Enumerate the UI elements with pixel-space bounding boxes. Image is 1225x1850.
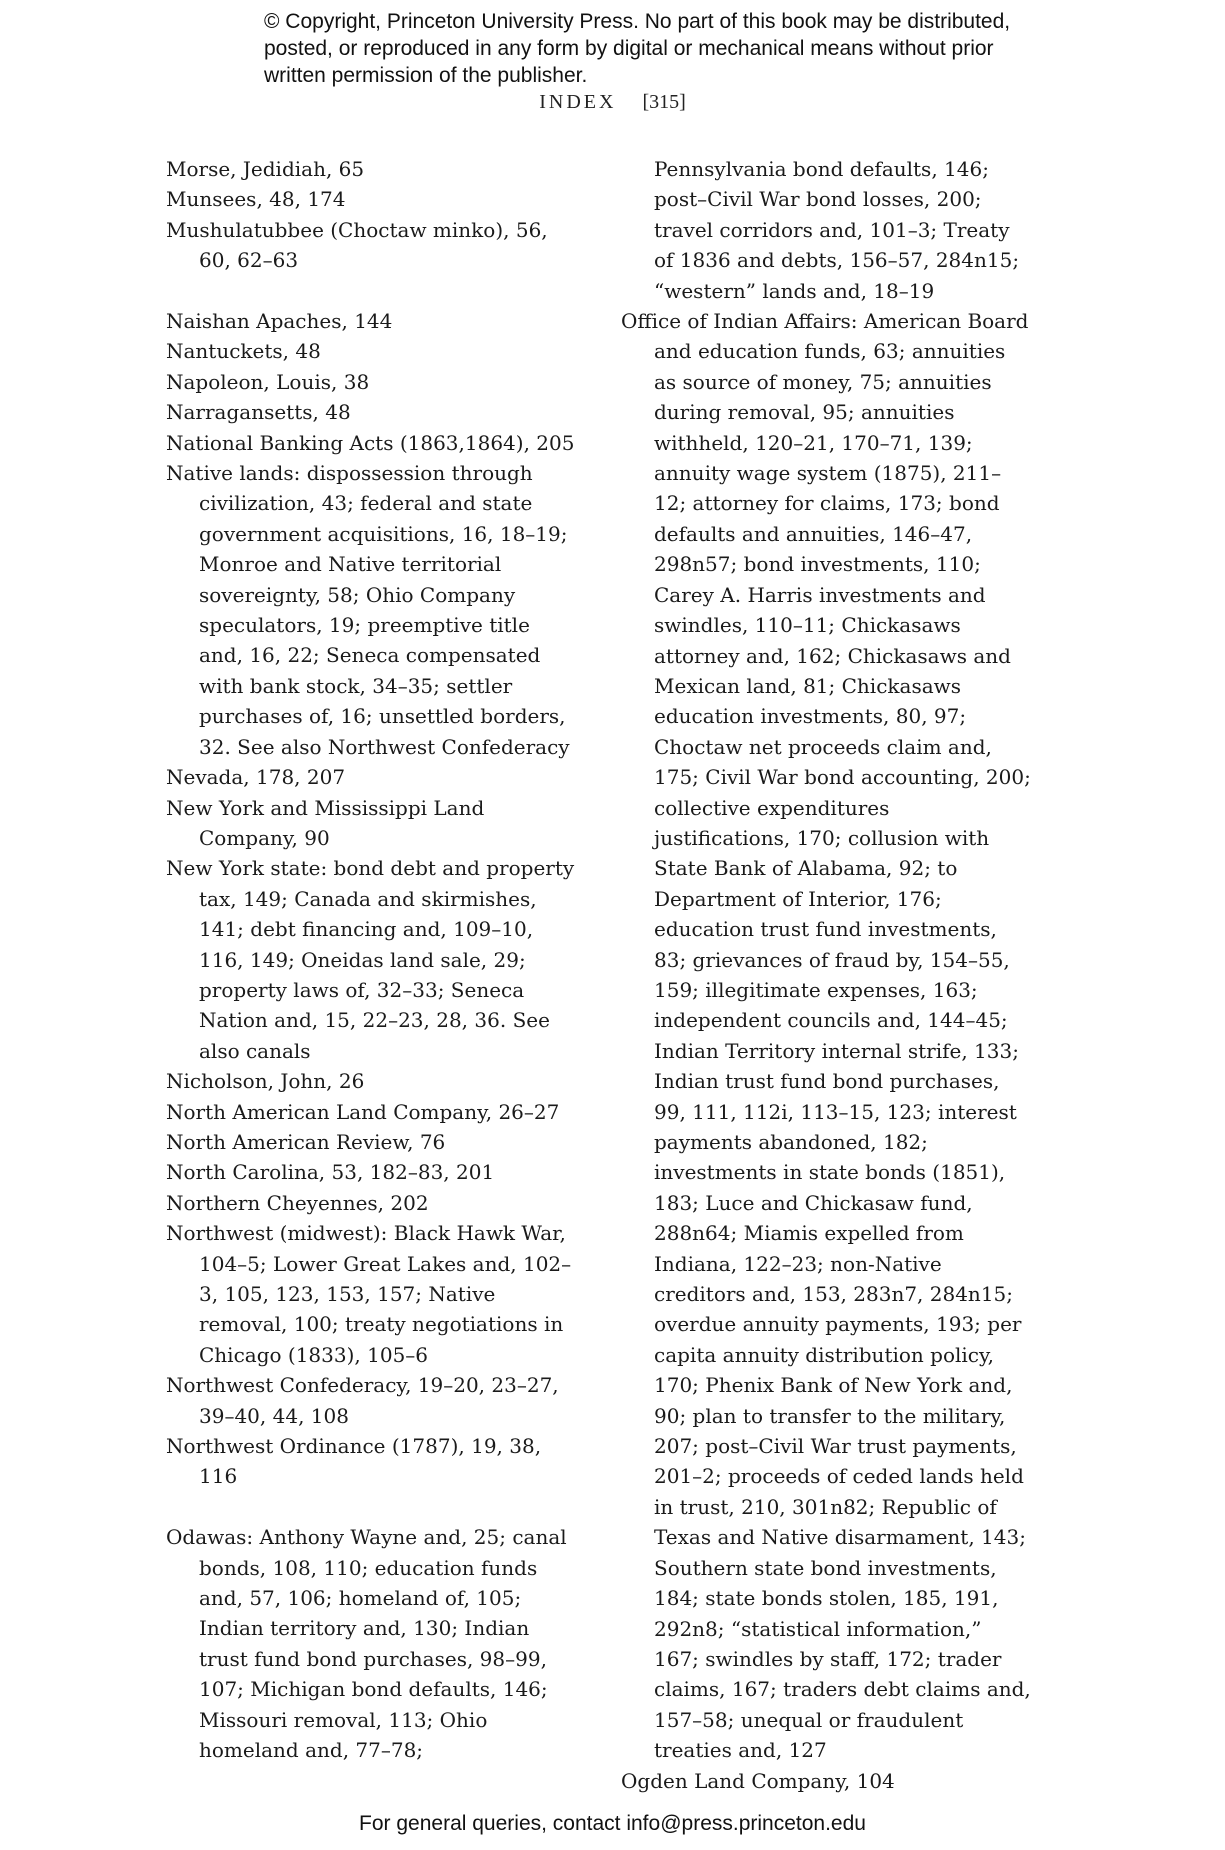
index-entry-continuation: Pennsylvania bond defaults, 146; post–Civil War bond losses, 200; travel corridors and, 101–3; Treaty of 1836 and debts, 156–57, 284n15; “western” lands and, 18–19 [654,157,1020,303]
index-column-right [621,154,1031,1796]
section-gap [166,276,576,306]
index-entry: Ogden Land Company, 104 [621,1768,895,1793]
running-title: INDEX [539,91,617,113]
index-entry: North Carolina, 53, 182–83, 201 [166,1160,495,1185]
index-entry: Morse, Jedidiah, 65 [166,157,365,181]
section-gap [166,1492,576,1522]
copyright-notice: © Copyright, Princeton University Press. No part of this book may be distributed, posted, or reproduced in any form by digital or mechanical means without prior written permission of the publisher. [264,10,1011,87]
index-entry: North American Review, 76 [166,1129,446,1154]
index-column-left [166,154,576,1766]
index-entry: Office of Indian Affairs: American Board and education funds, 63; annuities as source of money, 75; annuities during removal, 95; annuities withheld, 120–21, 170–71, 139; annuity wage system (1875), 211–12; attorney for claims, 173; bond defaults and annuities, 146–47, 298n57; bond investments, 110; Carey A. Harris investments and swindles, 110–11; Chickasaws attorney and, 162; Chickasaws and Mexican land, 81; Chickasaws education investments, 80, 97; Choctaw net proceeds claim and, 175; Civil War bond accounting, 200; collective expenditures justifications, 170; collusion with State Bank of Alabama, 92; to Department of Interior, 176; education trust fund investments, 83; grievances of fraud by, 154–55, 159; illegitimate expenses, 163; independent councils and, 144–45; Indian Territory internal strife, 133; Indian trust fund bond purchases, 99, 111, 112i, 113–15, 123; interest payments abandoned, 182; investments in state bonds (1851), 183; Luce and Chickasaw fund, 288n64; Miamis expelled from Indiana, 122–23; non-Native creditors and, 153, 283n7, 284n15; overdue annuity payments, 193; per capita annuity distribution policy, 170; Phenix Bank of New York and, 90; plan to transfer to the military, 207; post–Civil War trust payments, 201–2; proceeds of ceded lands held in trust, 210, 301n82; Republic of Texas and Native disarmament, 143; Southern state bond investments, 184; state bonds stolen, 185, 191, 292n8; “statistical information,” 167; swindles by staff, 172; trader claims, 167; traders debt claims and, 157–58; unequal or fraudulent treaties and, 127 [621,309,1031,1763]
index-entry: New York state: bond debt and property tax, 149; Canada and skirmishes, 141; debt financing and, 109–10, 116, 149; Oneidas land sale, 29; property laws of, 32–33; Seneca Nation and, 15, 22–23, 28, 36. See also canals [166,856,575,1063]
index-entry: Nicholson, John, 26 [166,1069,365,1094]
index-entry: Northwest (midwest): Black Hawk War, 104–5; Lower Great Lakes and, 102–3, 105, 123, 153, 157; Native removal, 100; treaty negotiations in Chicago (1833), 105–6 [166,1221,572,1367]
index-entry: Mushulatubbee (Choctaw minko), 56, 60, 62–63 [166,217,548,273]
index-entry: Naishan Apaches, 144 [166,309,393,334]
index-entry: Nevada, 178, 207 [166,765,346,790]
page-number: [315] [642,91,686,113]
index-entry: Northwest Confederacy, 19–20, 23–27, 39–40, 44, 108 [166,1373,559,1428]
index-entry: Northern Cheyennes, 202 [166,1190,429,1215]
index-entry: Northwest Ordinance (1787), 19, 38, 116 [166,1434,542,1489]
footer-contact: For general queries, contact info@press.princeton.edu [359,1812,866,1835]
index-entry: Native lands: dispossession through civilization, 43; federal and state government acquisitions, 16, 18–19; Monroe and Native territorial sovereignty, 58; Ohio Company speculators, 19; preemptive title and, 16, 22; Seneca compensated with bank stock, 34–35; settler purchases of, 16; unsettled borders, 32. See also Northwest Confederacy [166,461,570,759]
index-entry: Napoleon, Louis, 38 [166,369,370,394]
index-entry: New York and Mississippi Land Company, 90 [166,795,485,850]
index-entry: Nantuckets, 48 [166,339,321,364]
running-head [0,91,1225,114]
index-entry: North American Land Company, 26–27 [166,1099,560,1124]
index-entry: Odawas: Anthony Wayne and, 25; canal bonds, 108, 110; education funds and, 57, 106; homeland of, 105; Indian territory and, 130; Indian trust fund bond purchases, 98–99, 107; Michigan bond defaults, 146; Missouri removal, 113; Ohio homeland and, 77–78; [166,1525,567,1763]
index-entry: National Banking Acts (1863,1864), 205 [166,430,575,455]
index-entry: Munsees, 48, 174 [166,187,346,212]
index-entry: Narragansetts, 48 [166,400,351,425]
